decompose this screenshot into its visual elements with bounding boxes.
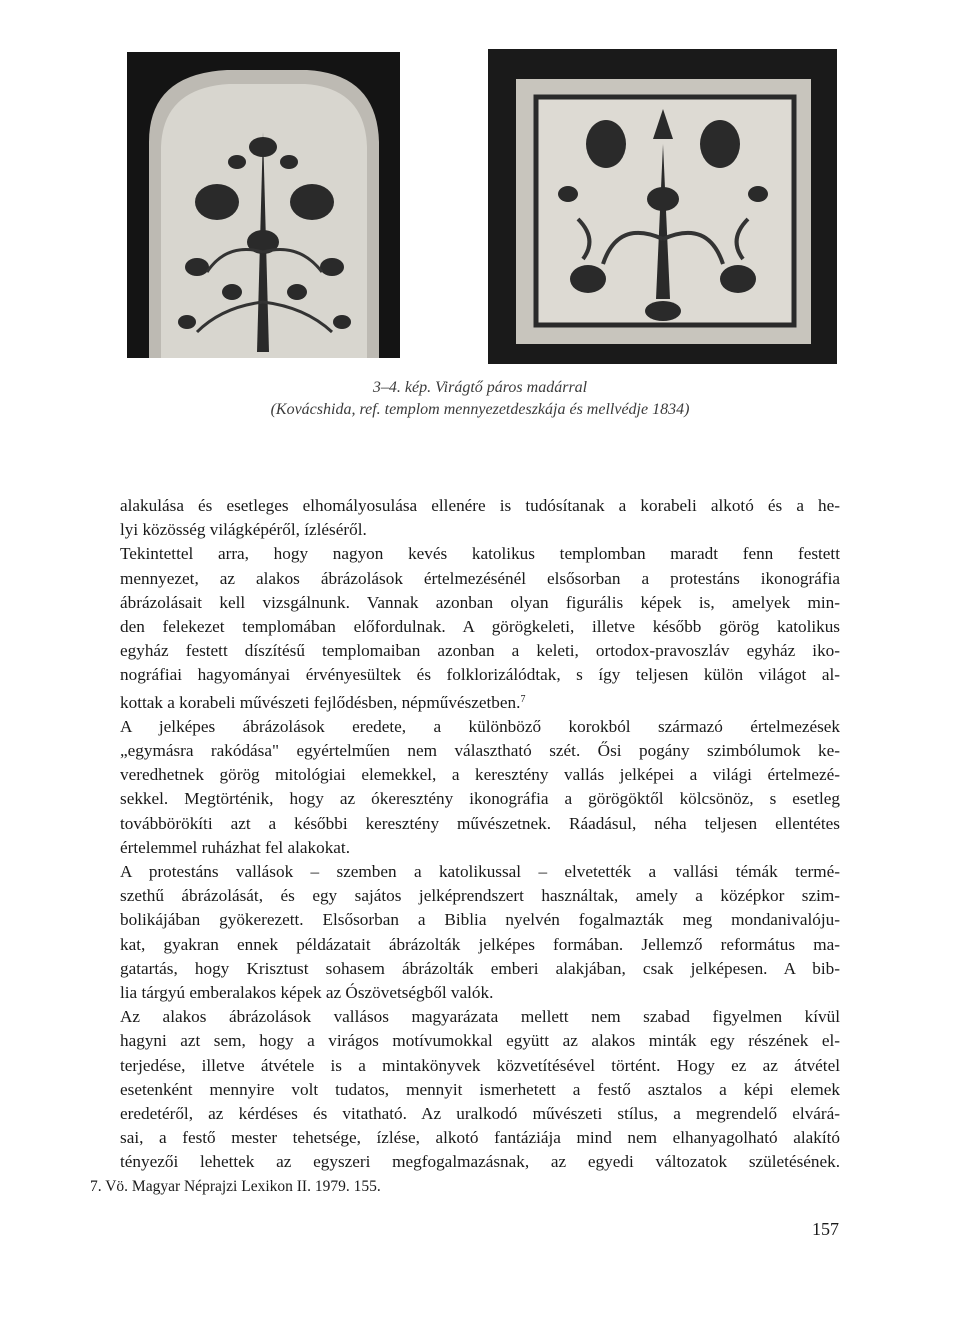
figure-caption-title: 3–4. kép. Virágtő páros madárral	[372, 379, 588, 396]
text-line: nográfiai hagyományai érvényesültek és folklorizálódtak, s így teljesen külön világot al-	[120, 665, 840, 685]
text-line: egyház festett díszítésű templomaiban azonban a keleti, ortodox-pravoszláv egyház iko-	[120, 641, 840, 661]
text-line: szethű ábrázolását, és egy sajátos jelképrendszert használtak, amely a középkor szim-	[120, 886, 840, 906]
text-line: értelemmel ruházhat fel alakokat.	[120, 837, 351, 857]
body-text	[120, 494, 840, 1175]
floral-bird-motif-left	[127, 52, 400, 358]
text-line: ábrázolásait kell vizsgálnunk. Vannak azonban olyan figurális képek is, amelyek min-	[120, 592, 840, 612]
text-line: den felekezet templomában előfordulnak. A görögkeleti, illetve később görög katolikus	[120, 617, 840, 637]
text-line	[120, 688, 840, 715]
text-line: Az alakos ábrázolások vallásos magyarázata mellett nem szabad figyelmen kívül	[120, 1007, 840, 1027]
footnote: 7. Vö. Magyar Néprajzi Lexikon II. 1979. 155.	[90, 1178, 381, 1195]
text-line: Tekintettel arra, hogy nagyon kevés katolikus templomban maradt fenn festett	[120, 544, 840, 564]
text-line: esetenként mennyire volt tudatos, mennyit ismerhetett a festő asztalos a képi elemek	[120, 1079, 840, 1099]
text-line: veredhetnek görög mitológiai elemekkel, a keresztény vallás jelképei a világi értelmezé-	[120, 765, 840, 785]
text-line: eredetéről, az kérdéses és vitatható. Az uralkodó művészeti stílus, a megrendelő elvárá-	[120, 1104, 840, 1124]
text-line: A protestáns vallások – szemben a katolikussal – elvetették a vallási témák termé-	[120, 862, 840, 882]
photo-painted-panel-framed	[488, 49, 837, 364]
text-line: sekkel. Megtörténik, hogy az ókeresztény ikonográfia a görögöktől kölcsönöz, s esetleg	[120, 789, 840, 809]
footnote-reference: 7	[520, 693, 526, 705]
text-line: hagyni azt sem, hogy a virágos motívumokkal együtt az alakos minták egy részének el-	[120, 1031, 840, 1051]
floral-bird-motif-right	[488, 49, 837, 364]
text-line: sai, a festő mester tehetsége, ízlése, alkotó fantáziája mind nem elhanyagolható alakító	[120, 1128, 840, 1148]
text-line: tényezői lehettek az egyszeri megfogalmazásnak, az egyedi változatok születésének.	[120, 1152, 840, 1172]
text-line: terjedése, illetve átvétele is a mintakönyvek közvetítésével történt. Hogy ez az átvétel	[120, 1055, 840, 1075]
text-line: mennyezet, az alakos ábrázolások értelmezésénél elsősorban a protestáns ikonográfia	[120, 568, 840, 588]
text-line: lia tárgyú emberalakos képek az Ószövetségből valók.	[120, 983, 494, 1003]
text-line: továbbörökíti azt a későbbi keresztény művészetnek. Ráadásul, néha teljesen ellentétes	[120, 813, 840, 833]
page-number: 157	[812, 1219, 839, 1239]
text-line: gatartás, hogy Krisztust sohasem ábrázolták emberi alakjában, csak jelképesen. A bib-	[120, 958, 840, 978]
text-line: lyi közösség világképéről, ízléséről.	[120, 520, 367, 540]
text-line: kat, gyakran ennek példázatait ábrázolták jelképes formában. Jellemző református ma-	[120, 934, 840, 954]
text-line: A jelképes ábrázolások eredete, a különböző korokból származó értelmezések	[120, 716, 840, 736]
text-line: alakulása és esetleges elhomályosulása ellenére is tudósítanak a korabeli alkotó és a he-	[120, 496, 840, 515]
photo-painted-board-arched	[127, 52, 400, 358]
figure-caption-source: (Kovácshida, ref. templom mennyezetdeszkája és mellvédje 1834)	[270, 401, 690, 418]
text-line: bolikájában gyökerezett. Elsősorban a Biblia nyelvén fogalmazták meg mondanivalóju-	[120, 910, 840, 930]
text-line: „egymásra rakódása" egyértelműen nem választható szét. Ősi pogány szimbólumok ke-	[120, 741, 840, 761]
text-line-content: kottak a korabeli művészeti fejlődésben, népművészetben.	[120, 692, 521, 712]
